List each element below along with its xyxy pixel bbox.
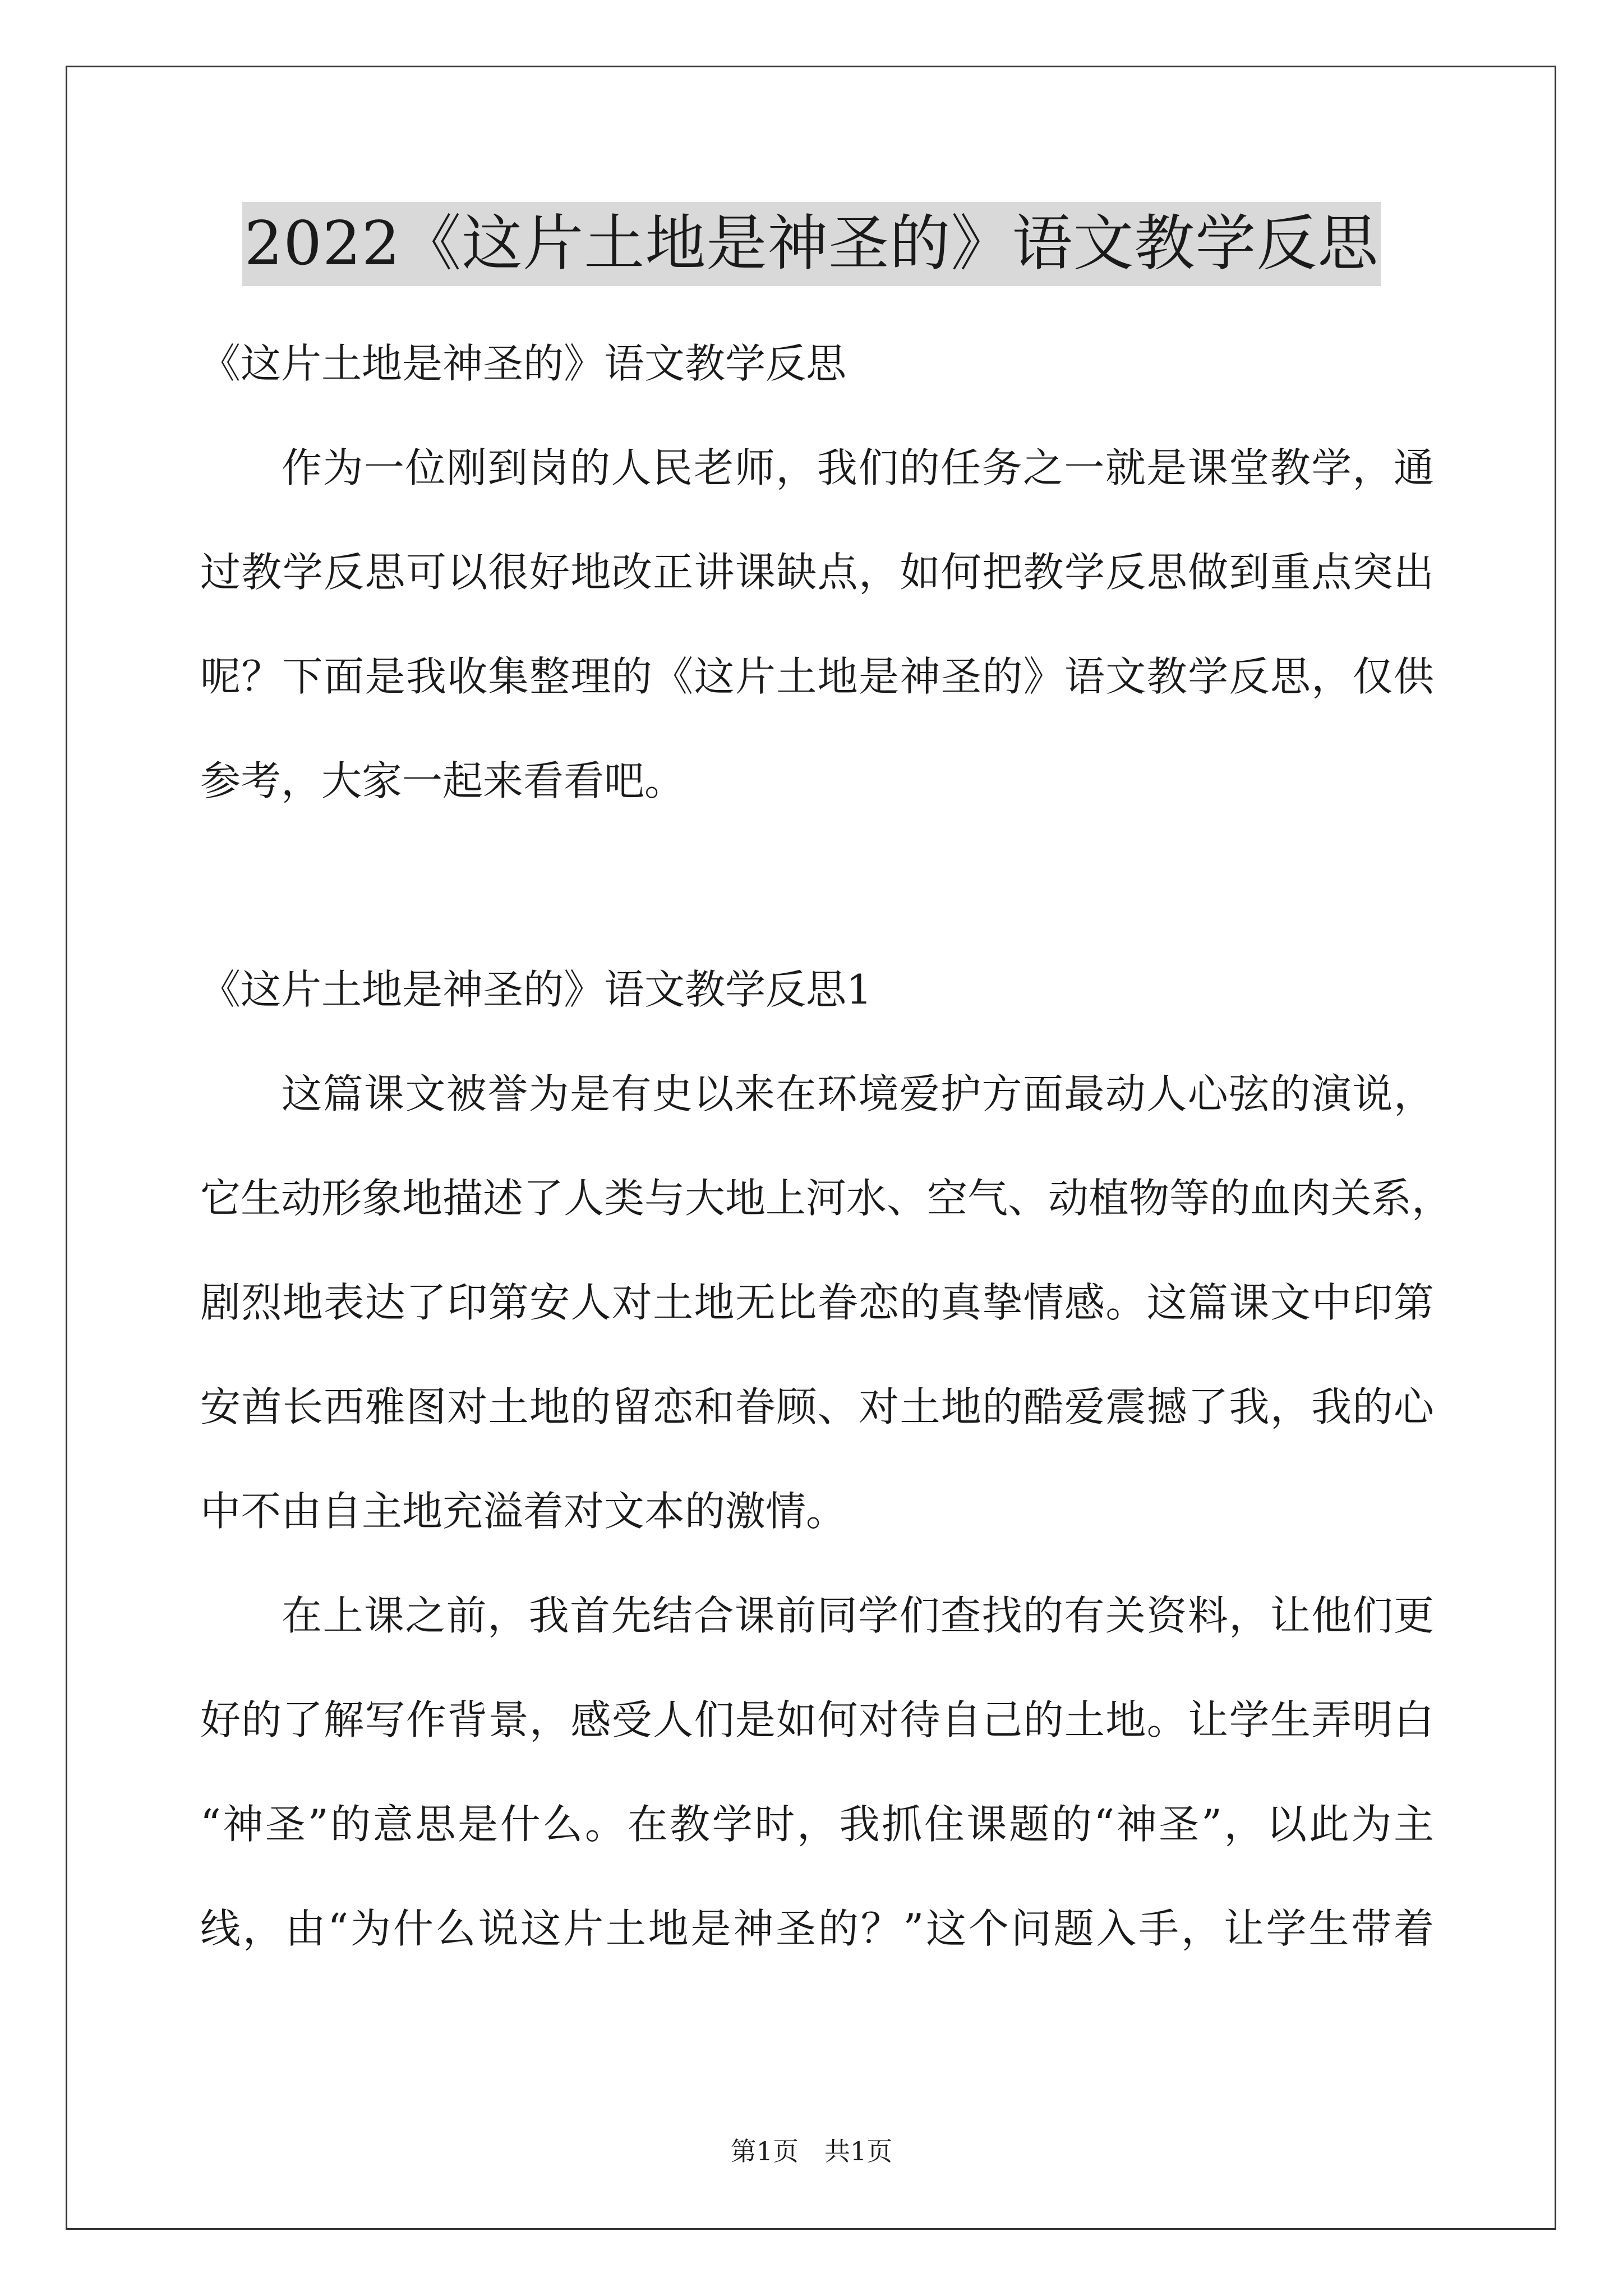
paragraph1-line-2: 它生动形象地描述了人类与大地上河水、空气、动植物等的血肉关系， [200,1175,1453,1222]
intro-heading: 《这片土地是神圣的》语文教学反思 [200,340,847,387]
paragraph1-line-1: 这篇课文被誉为是有史以来在环境爱护方面最动人心弦的演说， [282,1070,1434,1117]
intro-line-3: 呢？下面是我收集整理的《这片土地是神圣的》语文教学反思，仅供 [200,653,1434,700]
document-title: 2022《这片土地是神圣的》语文教学反思 [242,202,1381,286]
intro-line-1: 作为一位刚到岗的人民老师，我们的任务之一就是课堂教学，通 [282,444,1434,491]
section-heading: 《这片土地是神圣的》语文教学反思1 [200,966,872,1013]
paragraph2-line-3: “神圣”的意思是什么。在教学时，我抓住课题的“神圣”，以此为主 [200,1801,1434,1848]
paragraph1-line-4: 安酋长西雅图对土地的留恋和眷顾、对土地的酷爱震撼了我，我的心 [200,1383,1434,1430]
page-footer: 第1页 共1页 [730,2136,893,2166]
document-body [200,311,1453,1981]
intro-line-4: 参考，大家一起来看看吧。 [200,757,685,804]
paragraph1-line-5: 中不由自主地充溢着对文本的激情。 [200,1488,847,1535]
intro-line-2: 过教学反思可以很好地改正讲课缺点，如何把教学反思做到重点突出 [200,549,1434,596]
section-gap [200,833,1434,937]
paragraph2-line-1: 在上课之前，我首先结合课前同学们查找的有关资料，让他们更 [282,1592,1434,1639]
paragraph2-line-2: 好的了解写作背景，感受人们是如何对待自己的土地。让学生弄明白 [200,1696,1434,1743]
paragraph1-line-3: 剧烈地表达了印第安人对土地无比眷恋的真挚情感。这篇课文中印第 [200,1279,1434,1326]
paragraph2-line-4: 线，由“为什么说这片土地是神圣的？”这个问题入手，让学生带着 [200,1905,1434,1952]
title-wrap [0,202,1623,286]
